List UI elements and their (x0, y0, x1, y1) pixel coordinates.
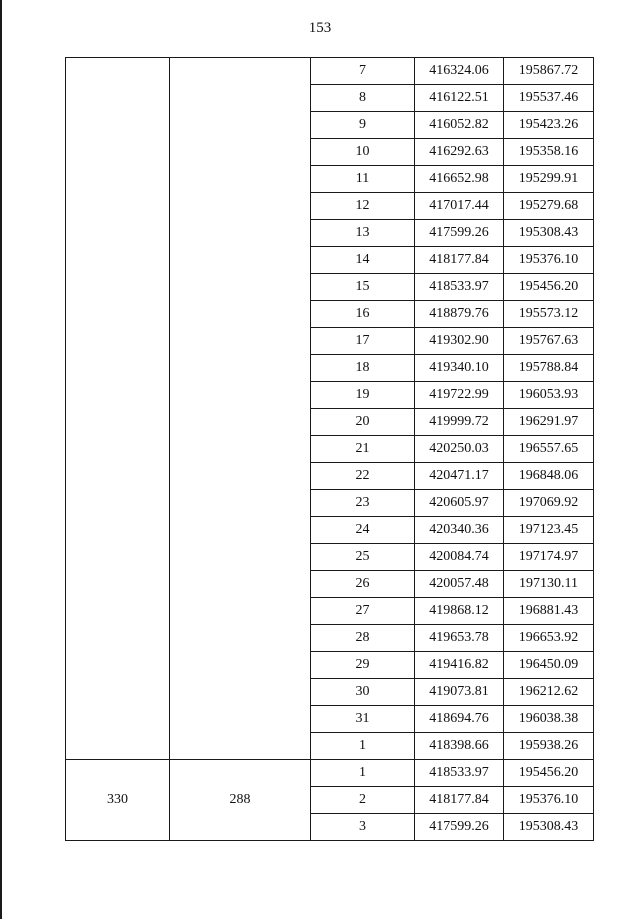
x-coordinate-cell: 419416.82 (415, 652, 504, 679)
x-coordinate-cell: 418879.76 (415, 301, 504, 328)
x-coordinate-cell: 416122.51 (415, 85, 504, 112)
point-number-cell: 7 (311, 58, 415, 85)
y-coordinate-cell: 195767.63 (504, 328, 594, 355)
point-number-cell: 9 (311, 112, 415, 139)
point-number-cell: 1 (311, 733, 415, 760)
x-coordinate-cell: 419999.72 (415, 409, 504, 436)
x-coordinate-cell: 420471.17 (415, 463, 504, 490)
point-number-cell: 26 (311, 571, 415, 598)
y-coordinate-cell: 196881.43 (504, 598, 594, 625)
x-coordinate-cell: 419073.81 (415, 679, 504, 706)
group-area-cell: 288 (170, 760, 311, 841)
point-number-cell: 24 (311, 517, 415, 544)
point-number-cell: 2 (311, 787, 415, 814)
x-coordinate-cell: 416052.82 (415, 112, 504, 139)
y-coordinate-cell: 196038.38 (504, 706, 594, 733)
point-number-cell: 31 (311, 706, 415, 733)
x-coordinate-cell: 417599.26 (415, 220, 504, 247)
y-coordinate-cell: 195299.91 (504, 166, 594, 193)
y-coordinate-cell: 195537.46 (504, 85, 594, 112)
x-coordinate-cell: 420084.74 (415, 544, 504, 571)
group-id-cell (66, 58, 170, 760)
y-coordinate-cell: 195573.12 (504, 301, 594, 328)
y-coordinate-cell: 196450.09 (504, 652, 594, 679)
point-number-cell: 25 (311, 544, 415, 571)
x-coordinate-cell: 418694.76 (415, 706, 504, 733)
y-coordinate-cell: 197069.92 (504, 490, 594, 517)
x-coordinate-cell: 418177.84 (415, 787, 504, 814)
coordinates-table-body (66, 58, 594, 841)
y-coordinate-cell: 195423.26 (504, 112, 594, 139)
y-coordinate-cell: 196653.92 (504, 625, 594, 652)
table-row (66, 760, 594, 787)
point-number-cell: 23 (311, 490, 415, 517)
point-number-cell: 27 (311, 598, 415, 625)
point-number-cell: 3 (311, 814, 415, 841)
y-coordinate-cell: 195279.68 (504, 193, 594, 220)
x-coordinate-cell: 418533.97 (415, 760, 504, 787)
y-coordinate-cell: 196053.93 (504, 382, 594, 409)
point-number-cell: 1 (311, 760, 415, 787)
point-number-cell: 8 (311, 85, 415, 112)
point-number-cell: 11 (311, 166, 415, 193)
y-coordinate-cell: 195308.43 (504, 814, 594, 841)
group-id-cell: 330 (66, 760, 170, 841)
point-number-cell: 20 (311, 409, 415, 436)
page-edge-line (0, 0, 2, 919)
y-coordinate-cell: 196291.97 (504, 409, 594, 436)
y-coordinate-cell: 195938.26 (504, 733, 594, 760)
point-number-cell: 28 (311, 625, 415, 652)
x-coordinate-cell: 418533.97 (415, 274, 504, 301)
x-coordinate-cell: 417017.44 (415, 193, 504, 220)
x-coordinate-cell: 420340.36 (415, 517, 504, 544)
y-coordinate-cell: 197174.97 (504, 544, 594, 571)
point-number-cell: 18 (311, 355, 415, 382)
y-coordinate-cell: 195376.10 (504, 787, 594, 814)
point-number-cell: 13 (311, 220, 415, 247)
y-coordinate-cell: 195308.43 (504, 220, 594, 247)
point-number-cell: 16 (311, 301, 415, 328)
point-number-cell: 29 (311, 652, 415, 679)
group-area-cell (170, 58, 311, 760)
x-coordinate-cell: 416652.98 (415, 166, 504, 193)
point-number-cell: 30 (311, 679, 415, 706)
x-coordinate-cell: 419653.78 (415, 625, 504, 652)
x-coordinate-cell: 420250.03 (415, 436, 504, 463)
point-number-cell: 14 (311, 247, 415, 274)
x-coordinate-cell: 418398.66 (415, 733, 504, 760)
x-coordinate-cell: 419302.90 (415, 328, 504, 355)
x-coordinate-cell: 416324.06 (415, 58, 504, 85)
point-number-cell: 19 (311, 382, 415, 409)
point-number-cell: 22 (311, 463, 415, 490)
y-coordinate-cell: 195456.20 (504, 760, 594, 787)
point-number-cell: 21 (311, 436, 415, 463)
y-coordinate-cell: 195358.16 (504, 139, 594, 166)
x-coordinate-cell: 417599.26 (415, 814, 504, 841)
point-number-cell: 17 (311, 328, 415, 355)
x-coordinate-cell: 418177.84 (415, 247, 504, 274)
table-row (66, 58, 594, 85)
x-coordinate-cell: 419340.10 (415, 355, 504, 382)
y-coordinate-cell: 195376.10 (504, 247, 594, 274)
point-number-cell: 12 (311, 193, 415, 220)
x-coordinate-cell: 419868.12 (415, 598, 504, 625)
point-number-cell: 10 (311, 139, 415, 166)
point-number-cell: 15 (311, 274, 415, 301)
y-coordinate-cell: 196212.62 (504, 679, 594, 706)
x-coordinate-cell: 420057.48 (415, 571, 504, 598)
x-coordinate-cell: 419722.99 (415, 382, 504, 409)
y-coordinate-cell: 196557.65 (504, 436, 594, 463)
y-coordinate-cell: 195867.72 (504, 58, 594, 85)
x-coordinate-cell: 420605.97 (415, 490, 504, 517)
y-coordinate-cell: 196848.06 (504, 463, 594, 490)
coordinates-table (65, 57, 594, 841)
y-coordinate-cell: 197123.45 (504, 517, 594, 544)
y-coordinate-cell: 195456.20 (504, 274, 594, 301)
page-number: 153 (308, 20, 332, 36)
x-coordinate-cell: 416292.63 (415, 139, 504, 166)
y-coordinate-cell: 197130.11 (504, 571, 594, 598)
y-coordinate-cell: 195788.84 (504, 355, 594, 382)
